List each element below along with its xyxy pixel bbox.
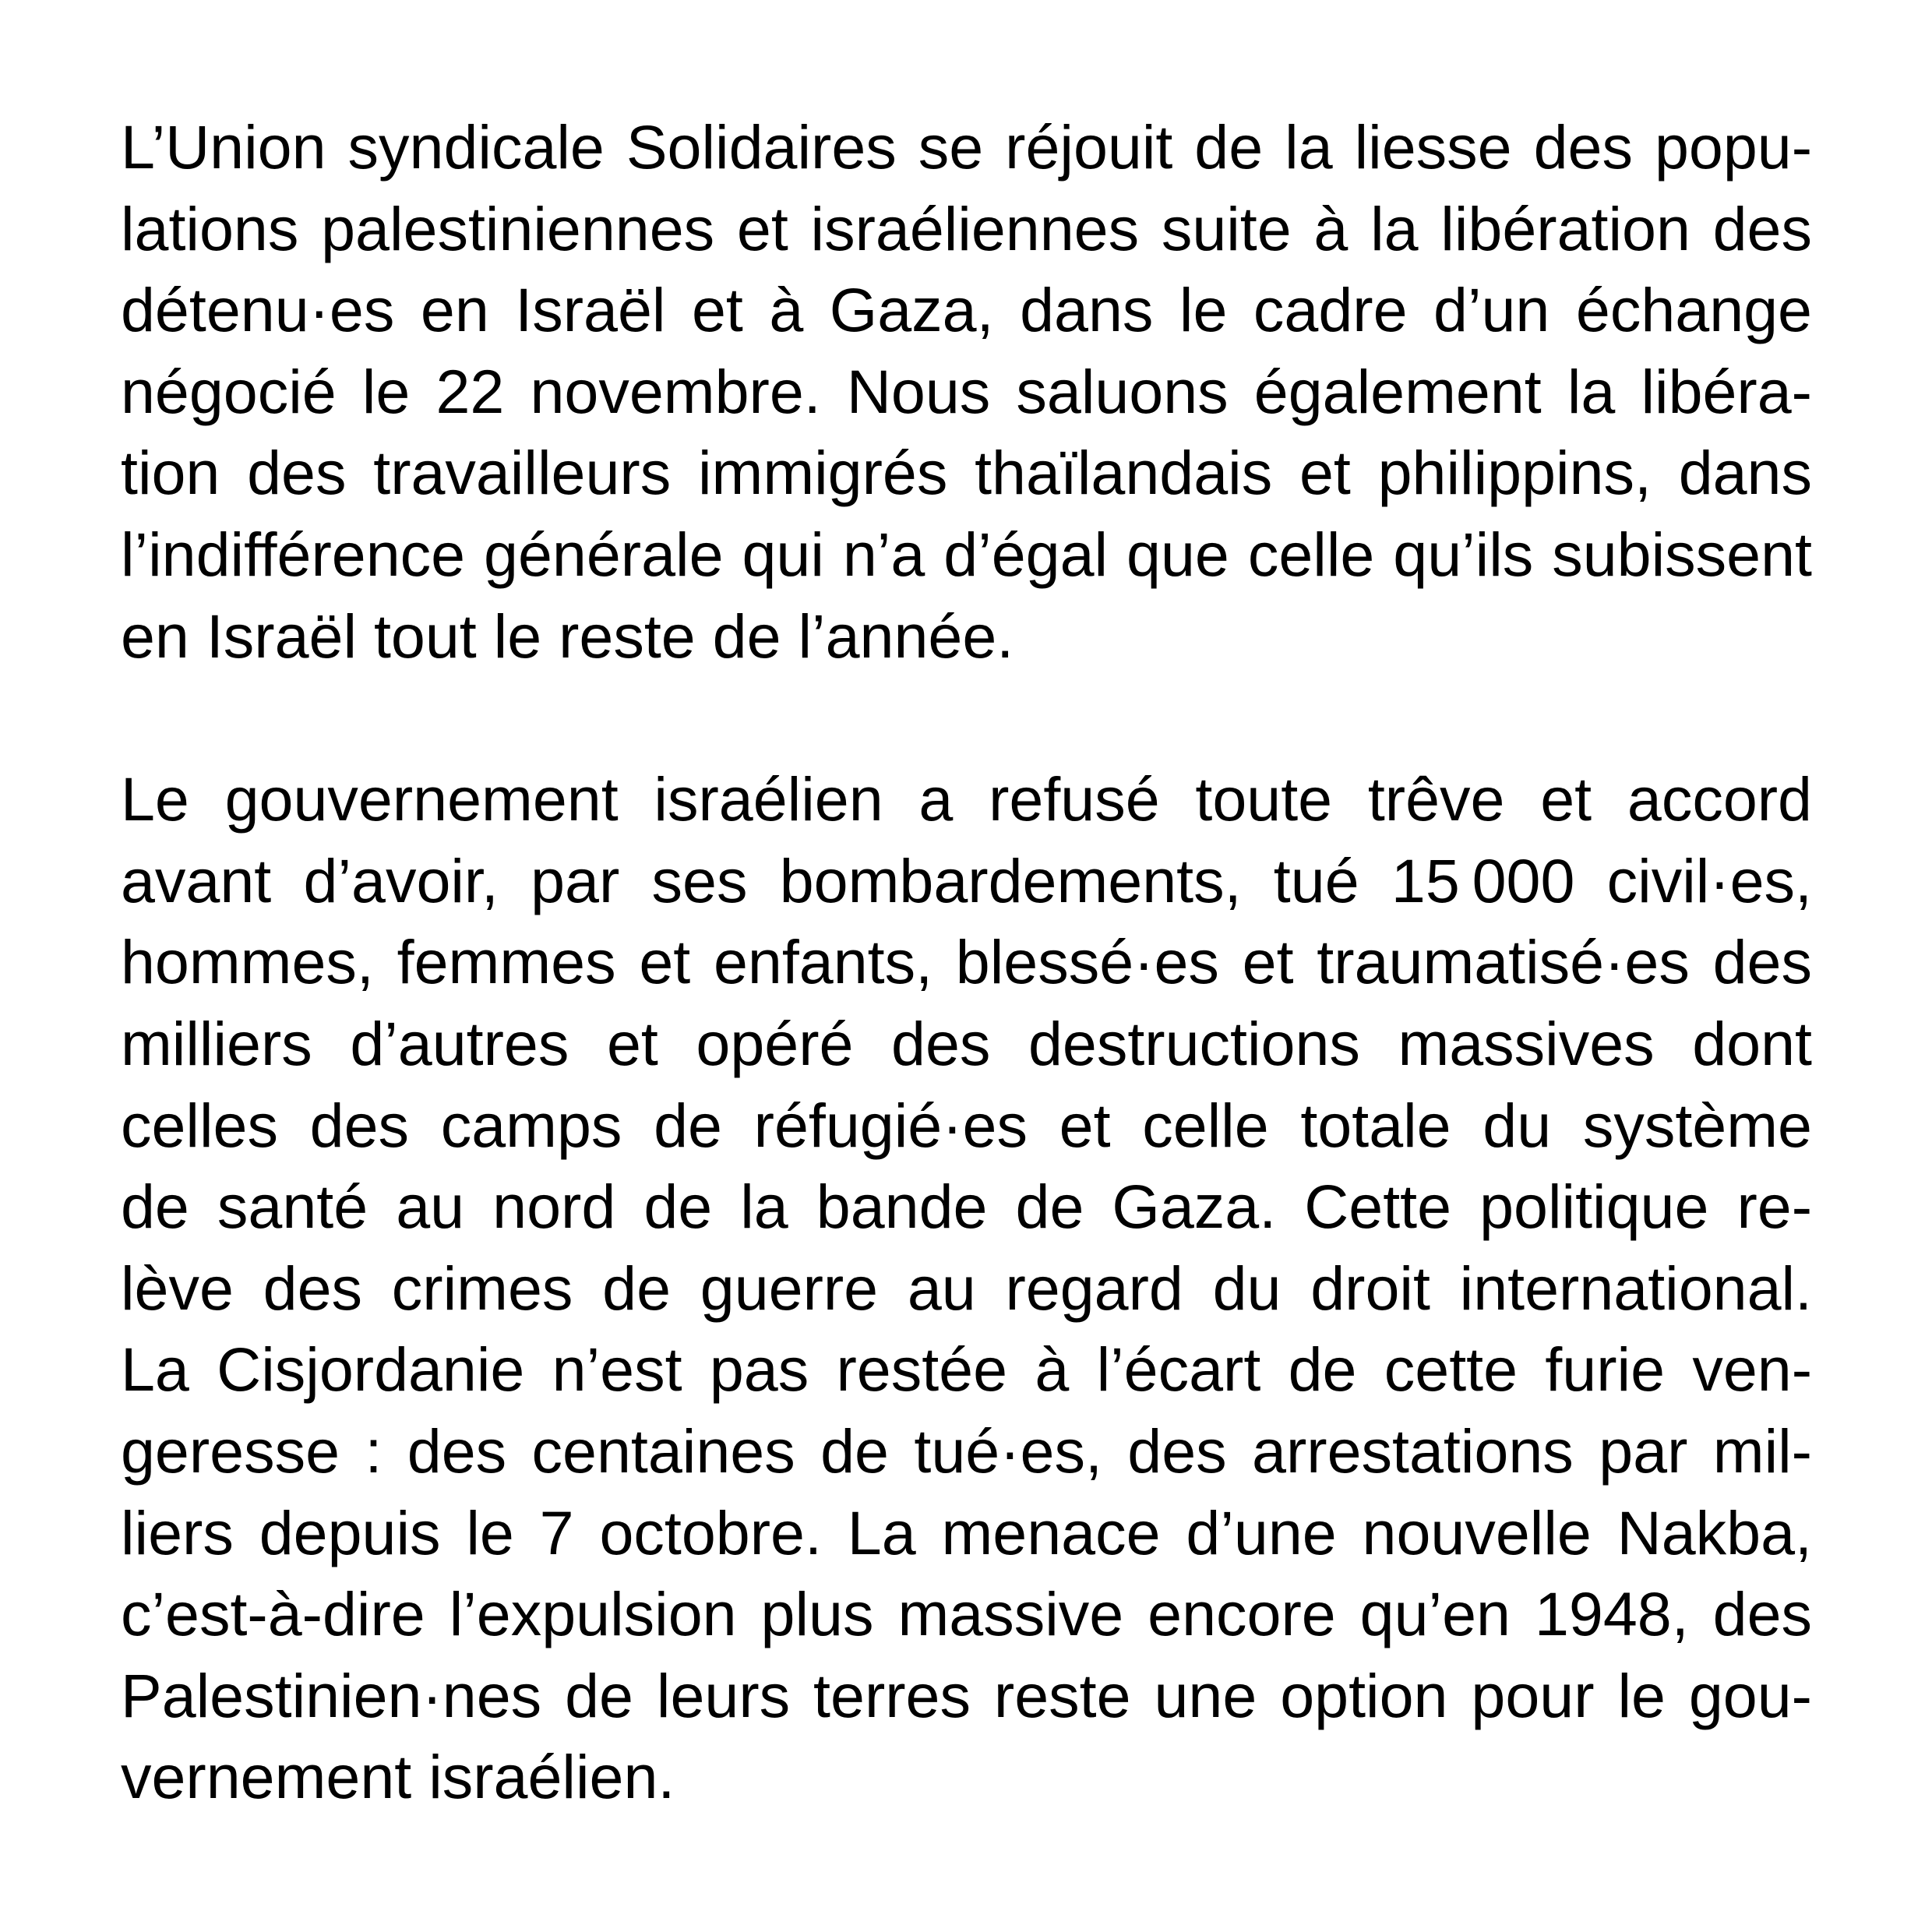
- text-line: lations palestiniennes et israéliennes suite à la libération des: [121, 193, 1812, 263]
- text-line: de santé au nord de la bande de Gaza. Cette politique re-: [121, 1172, 1812, 1242]
- text-line: en Israël tout le reste de l’année.: [121, 601, 1014, 671]
- text-line: l’indifférence générale qui n’a d’égal que celle qu’ils subissent: [121, 519, 1812, 589]
- text-line: liers depuis le 7 octobre. La menace d’une nouvelle Nakba,: [121, 1497, 1812, 1567]
- text-line: L’Union syndicale Solidaires se réjouit de la liesse des popu-: [121, 112, 1812, 182]
- text-line: lève des crimes de guerre au regard du droit international.: [121, 1253, 1812, 1323]
- text-line: hommes, femmes et enfants, blessé·es et traumatisé·es des: [121, 927, 1812, 997]
- text-line: milliers d’autres et opéré des destructions massives dont: [121, 1008, 1812, 1078]
- text-line: tion des travailleurs immigrés thaïlandais et philippins, dans: [121, 438, 1812, 508]
- paragraph-1: [121, 107, 1812, 677]
- text-line: avant d’avoir, par ses bombardements, tué 15 000 civil·es,: [121, 845, 1812, 915]
- text-line: c’est-à-dire l’expulsion plus massive encore qu’en 1948, des: [121, 1579, 1812, 1649]
- paragraph-2: [121, 759, 1812, 1818]
- text-line: geresse : des centaines de tué·es, des arrestations par mil-: [121, 1416, 1812, 1486]
- text-line: détenu·es en Israël et à Gaza, dans le cadre d’un échange: [121, 275, 1812, 345]
- text-line: vernement israélien.: [121, 1742, 675, 1812]
- text-line: celles des camps de réfugié·es et celle totale du système: [121, 1090, 1812, 1160]
- text-line: négocié le 22 novembre. Nous saluons également la libéra-: [121, 356, 1812, 426]
- text-line: Le gouvernement israélien a refusé toute trêve et accord: [121, 764, 1812, 834]
- article-text: [121, 107, 1812, 1818]
- text-line: La Cisjordanie n’est pas restée à l’écart de cette furie ven-: [121, 1334, 1812, 1405]
- text-line: Palestinien·nes de leurs terres reste une option pour le gou-: [121, 1660, 1812, 1730]
